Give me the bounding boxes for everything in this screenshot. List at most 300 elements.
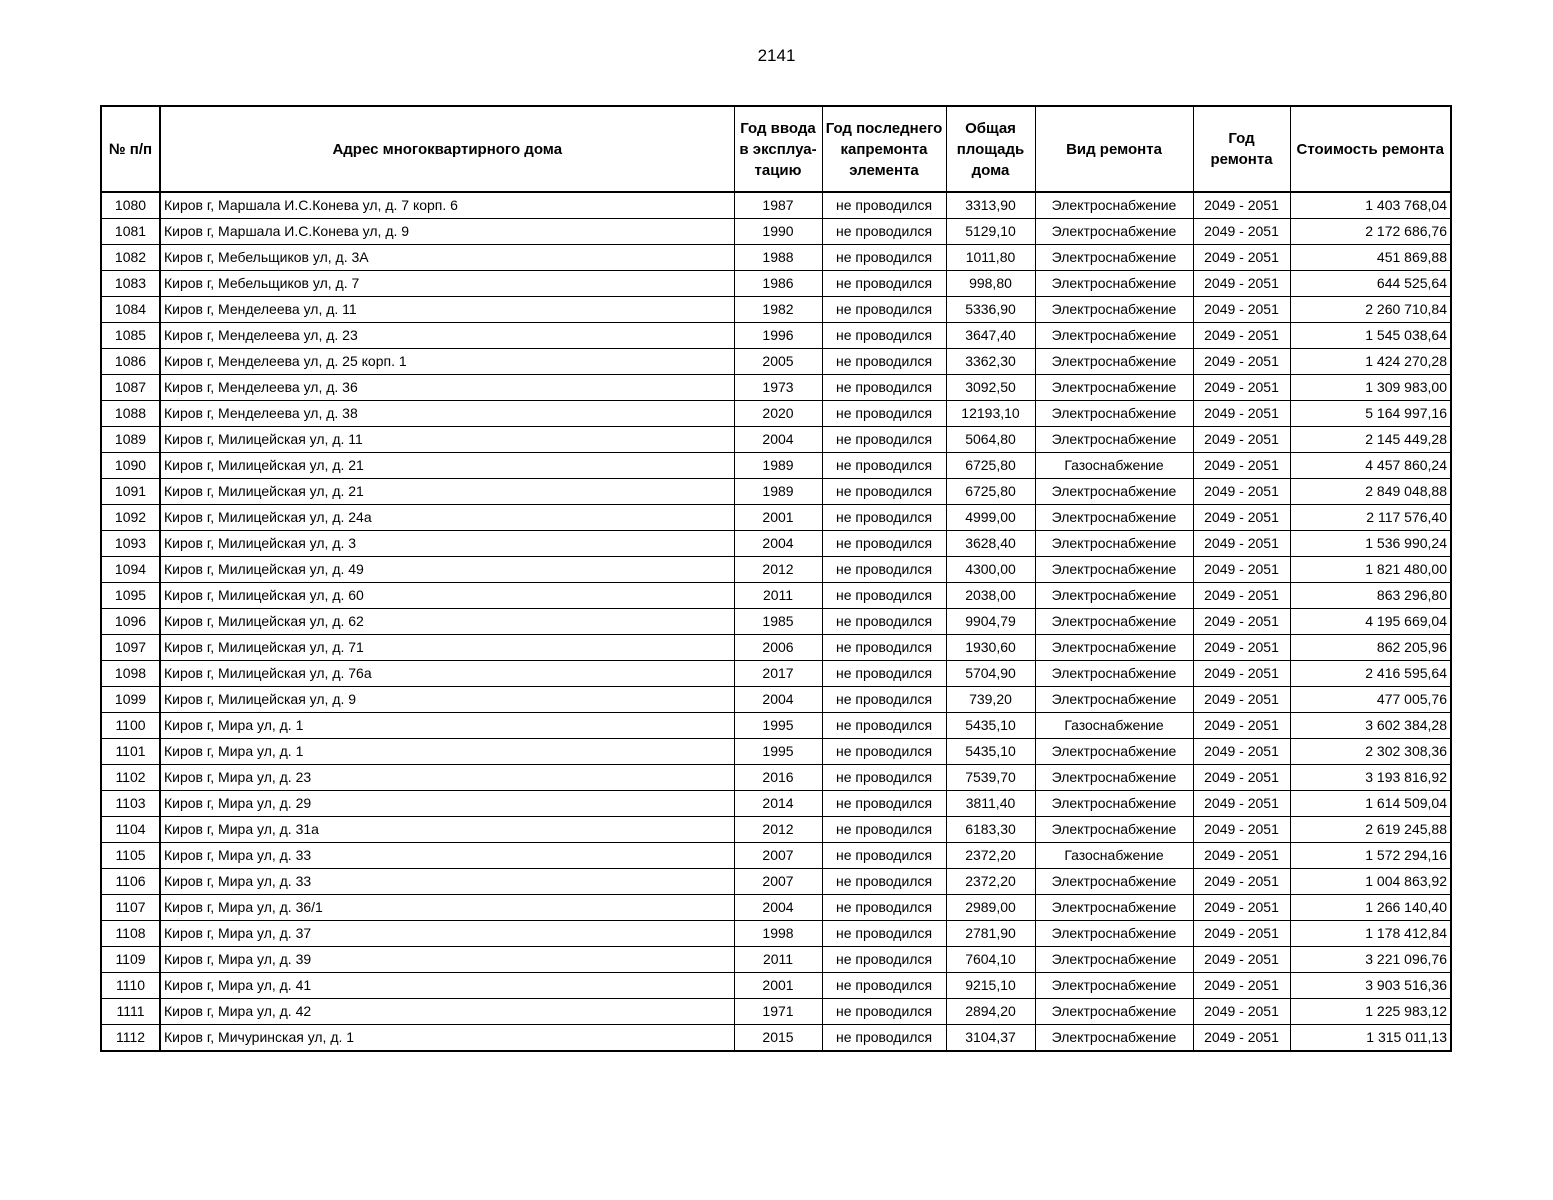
table-row (101, 427, 1451, 453)
row-year-built: 1989 (734, 479, 822, 505)
row-repair-type: Электроснабжение (1035, 583, 1193, 609)
row-repair-type: Электроснабжение (1035, 895, 1193, 921)
row-year-built: 2014 (734, 791, 822, 817)
row-address: Киров г, Мира ул, д. 33 (160, 843, 734, 869)
table-row (101, 479, 1451, 505)
row-repair-year: 2049 - 2051 (1193, 921, 1290, 947)
row-repair-year: 2049 - 2051 (1193, 817, 1290, 843)
row-address: Киров г, Мебельщиков ул, д. 7 (160, 271, 734, 297)
row-repair-type: Электроснабжение (1035, 531, 1193, 557)
row-number: 1087 (101, 375, 160, 401)
row-number: 1094 (101, 557, 160, 583)
row-year-built: 2004 (734, 687, 822, 713)
row-address: Киров г, Маршала И.С.Конева ул, д. 7 корп. 6 (160, 192, 734, 219)
header-last-repair: Год последнего капремонта элемента (822, 106, 946, 192)
row-last-repair: не проводился (822, 323, 946, 349)
row-area: 5336,90 (946, 297, 1035, 323)
row-repair-year: 2049 - 2051 (1193, 661, 1290, 687)
row-address: Киров г, Милицейская ул, д. 24а (160, 505, 734, 531)
row-area: 2894,20 (946, 999, 1035, 1025)
row-address: Киров г, Милицейская ул, д. 3 (160, 531, 734, 557)
row-repair-year: 2049 - 2051 (1193, 323, 1290, 349)
row-repair-year: 2049 - 2051 (1193, 375, 1290, 401)
row-repair-type: Электроснабжение (1035, 427, 1193, 453)
row-last-repair: не проводился (822, 609, 946, 635)
table-row (101, 869, 1451, 895)
row-last-repair: не проводился (822, 219, 946, 245)
row-year-built: 1973 (734, 375, 822, 401)
row-address: Киров г, Маршала И.С.Конева ул, д. 9 (160, 219, 734, 245)
row-last-repair: не проводился (822, 687, 946, 713)
row-area: 9215,10 (946, 973, 1035, 999)
row-repair-type: Электроснабжение (1035, 219, 1193, 245)
row-cost: 2 172 686,76 (1290, 219, 1451, 245)
row-address: Киров г, Милицейская ул, д. 21 (160, 479, 734, 505)
row-repair-year: 2049 - 2051 (1193, 219, 1290, 245)
row-area: 4300,00 (946, 557, 1035, 583)
row-repair-year: 2049 - 2051 (1193, 739, 1290, 765)
row-area: 5435,10 (946, 713, 1035, 739)
row-number: 1102 (101, 765, 160, 791)
row-last-repair: не проводился (822, 192, 946, 219)
row-year-built: 2012 (734, 557, 822, 583)
row-last-repair: не проводился (822, 1025, 946, 1052)
row-area: 7604,10 (946, 947, 1035, 973)
table-row (101, 609, 1451, 635)
row-address: Киров г, Мира ул, д. 1 (160, 739, 734, 765)
row-cost: 1 821 480,00 (1290, 557, 1451, 583)
row-area: 3092,50 (946, 375, 1035, 401)
row-repair-type: Электроснабжение (1035, 401, 1193, 427)
table-header (101, 106, 1451, 192)
header-row (101, 106, 1451, 192)
row-repair-year: 2049 - 2051 (1193, 531, 1290, 557)
row-address: Киров г, Менделеева ул, д. 36 (160, 375, 734, 401)
row-cost: 862 205,96 (1290, 635, 1451, 661)
row-area: 6725,80 (946, 453, 1035, 479)
row-cost: 1 572 294,16 (1290, 843, 1451, 869)
row-last-repair: не проводился (822, 817, 946, 843)
row-cost: 1 225 983,12 (1290, 999, 1451, 1025)
row-number: 1088 (101, 401, 160, 427)
row-number: 1096 (101, 609, 160, 635)
table-row (101, 401, 1451, 427)
row-repair-year: 2049 - 2051 (1193, 245, 1290, 271)
row-last-repair: не проводился (822, 921, 946, 947)
row-last-repair: не проводился (822, 973, 946, 999)
table-row (101, 765, 1451, 791)
row-last-repair: не проводился (822, 661, 946, 687)
row-year-built: 2015 (734, 1025, 822, 1052)
row-repair-type: Электроснабжение (1035, 687, 1193, 713)
table-row (101, 349, 1451, 375)
row-area: 1011,80 (946, 245, 1035, 271)
row-area: 2038,00 (946, 583, 1035, 609)
header-area: Общая площадь дома (946, 106, 1035, 192)
table-row (101, 583, 1451, 609)
row-last-repair: не проводился (822, 245, 946, 271)
row-repair-year: 2049 - 2051 (1193, 609, 1290, 635)
row-repair-type: Электроснабжение (1035, 375, 1193, 401)
row-area: 3647,40 (946, 323, 1035, 349)
table-row (101, 1025, 1451, 1052)
row-last-repair: не проводился (822, 297, 946, 323)
row-repair-year: 2049 - 2051 (1193, 505, 1290, 531)
row-repair-year: 2049 - 2051 (1193, 453, 1290, 479)
row-cost: 2 416 595,64 (1290, 661, 1451, 687)
row-address: Киров г, Менделеева ул, д. 38 (160, 401, 734, 427)
row-address: Киров г, Милицейская ул, д. 11 (160, 427, 734, 453)
row-address: Киров г, Мира ул, д. 29 (160, 791, 734, 817)
row-last-repair: не проводился (822, 999, 946, 1025)
row-repair-type: Электроснабжение (1035, 791, 1193, 817)
table-body (101, 192, 1451, 1051)
table-row (101, 245, 1451, 271)
row-last-repair: не проводился (822, 557, 946, 583)
row-number: 1089 (101, 427, 160, 453)
row-area: 3313,90 (946, 192, 1035, 219)
row-cost: 1 424 270,28 (1290, 349, 1451, 375)
row-cost: 5 164 997,16 (1290, 401, 1451, 427)
row-cost: 1 315 011,13 (1290, 1025, 1451, 1052)
row-area: 5704,90 (946, 661, 1035, 687)
row-cost: 3 602 384,28 (1290, 713, 1451, 739)
row-area: 4999,00 (946, 505, 1035, 531)
row-last-repair: не проводился (822, 271, 946, 297)
row-address: Киров г, Милицейская ул, д. 60 (160, 583, 734, 609)
table-row (101, 635, 1451, 661)
header-address: Адрес многоквартирного дома (160, 106, 734, 192)
row-last-repair: не проводился (822, 505, 946, 531)
row-cost: 4 457 860,24 (1290, 453, 1451, 479)
row-repair-type: Электроснабжение (1035, 297, 1193, 323)
row-repair-type: Электроснабжение (1035, 271, 1193, 297)
row-cost: 1 178 412,84 (1290, 921, 1451, 947)
row-repair-type: Электроснабжение (1035, 635, 1193, 661)
row-number: 1080 (101, 192, 160, 219)
row-number: 1086 (101, 349, 160, 375)
row-cost: 2 145 449,28 (1290, 427, 1451, 453)
row-number: 1106 (101, 869, 160, 895)
row-year-built: 2011 (734, 583, 822, 609)
row-repair-type: Электроснабжение (1035, 947, 1193, 973)
row-number: 1101 (101, 739, 160, 765)
row-repair-year: 2049 - 2051 (1193, 192, 1290, 219)
row-cost: 2 117 576,40 (1290, 505, 1451, 531)
row-repair-type: Электроснабжение (1035, 245, 1193, 271)
row-year-built: 2005 (734, 349, 822, 375)
row-repair-year: 2049 - 2051 (1193, 869, 1290, 895)
row-number: 1099 (101, 687, 160, 713)
row-cost: 3 193 816,92 (1290, 765, 1451, 791)
row-year-built: 2004 (734, 427, 822, 453)
row-address: Киров г, Мира ул, д. 1 (160, 713, 734, 739)
row-address: Киров г, Менделеева ул, д. 23 (160, 323, 734, 349)
row-number: 1083 (101, 271, 160, 297)
row-year-built: 1995 (734, 739, 822, 765)
row-last-repair: не проводился (822, 401, 946, 427)
row-repair-type: Электроснабжение (1035, 739, 1193, 765)
row-cost: 1 536 990,24 (1290, 531, 1451, 557)
row-cost: 2 619 245,88 (1290, 817, 1451, 843)
table-row (101, 843, 1451, 869)
row-year-built: 2007 (734, 843, 822, 869)
row-address: Киров г, Милицейская ул, д. 71 (160, 635, 734, 661)
row-repair-type: Электроснабжение (1035, 192, 1193, 219)
row-last-repair: не проводился (822, 349, 946, 375)
table-row (101, 973, 1451, 999)
row-repair-type: Электроснабжение (1035, 869, 1193, 895)
row-number: 1110 (101, 973, 160, 999)
row-repair-year: 2049 - 2051 (1193, 947, 1290, 973)
header-cost: Стоимость ремонта (1290, 106, 1451, 192)
table-row (101, 921, 1451, 947)
row-number: 1098 (101, 661, 160, 687)
row-cost: 4 195 669,04 (1290, 609, 1451, 635)
row-year-built: 2017 (734, 661, 822, 687)
row-repair-type: Электроснабжение (1035, 1025, 1193, 1052)
table-row (101, 817, 1451, 843)
row-year-built: 2006 (734, 635, 822, 661)
row-year-built: 1995 (734, 713, 822, 739)
row-address: Киров г, Менделеева ул, д. 11 (160, 297, 734, 323)
row-cost: 3 221 096,76 (1290, 947, 1451, 973)
row-repair-type: Электроснабжение (1035, 661, 1193, 687)
row-area: 5435,10 (946, 739, 1035, 765)
row-year-built: 1982 (734, 297, 822, 323)
row-area: 9904,79 (946, 609, 1035, 635)
row-year-built: 1985 (734, 609, 822, 635)
table-row (101, 791, 1451, 817)
row-area: 998,80 (946, 271, 1035, 297)
row-address: Киров г, Мичуринская ул, д. 1 (160, 1025, 734, 1052)
row-repair-type: Электроснабжение (1035, 921, 1193, 947)
row-area: 3362,30 (946, 349, 1035, 375)
table-row (101, 661, 1451, 687)
row-cost: 1 545 038,64 (1290, 323, 1451, 349)
row-year-built: 2016 (734, 765, 822, 791)
row-cost: 477 005,76 (1290, 687, 1451, 713)
row-cost: 1 403 768,04 (1290, 192, 1451, 219)
row-repair-year: 2049 - 2051 (1193, 479, 1290, 505)
table-row (101, 739, 1451, 765)
row-number: 1090 (101, 453, 160, 479)
row-area: 6183,30 (946, 817, 1035, 843)
row-repair-type: Электроснабжение (1035, 973, 1193, 999)
row-repair-year: 2049 - 2051 (1193, 401, 1290, 427)
row-last-repair: не проводился (822, 869, 946, 895)
table-row (101, 687, 1451, 713)
row-number: 1103 (101, 791, 160, 817)
row-year-built: 2011 (734, 947, 822, 973)
row-number: 1112 (101, 1025, 160, 1052)
table-row (101, 219, 1451, 245)
row-last-repair: не проводился (822, 947, 946, 973)
row-address: Киров г, Милицейская ул, д. 21 (160, 453, 734, 479)
row-last-repair: не проводился (822, 453, 946, 479)
row-repair-type: Электроснабжение (1035, 557, 1193, 583)
table-row (101, 505, 1451, 531)
row-repair-year: 2049 - 2051 (1193, 297, 1290, 323)
row-address: Киров г, Милицейская ул, д. 49 (160, 557, 734, 583)
row-repair-year: 2049 - 2051 (1193, 765, 1290, 791)
row-area: 3811,40 (946, 791, 1035, 817)
row-cost: 1 309 983,00 (1290, 375, 1451, 401)
row-repair-type: Электроснабжение (1035, 765, 1193, 791)
row-address: Киров г, Мира ул, д. 41 (160, 973, 734, 999)
table-row (101, 947, 1451, 973)
header-repair-year: Год ремонта (1193, 106, 1290, 192)
row-address: Киров г, Мира ул, д. 33 (160, 869, 734, 895)
row-cost: 3 903 516,36 (1290, 973, 1451, 999)
row-area: 2372,20 (946, 843, 1035, 869)
row-area: 1930,60 (946, 635, 1035, 661)
row-address: Киров г, Мира ул, д. 36/1 (160, 895, 734, 921)
row-repair-year: 2049 - 2051 (1193, 791, 1290, 817)
row-area: 6725,80 (946, 479, 1035, 505)
row-number: 1095 (101, 583, 160, 609)
row-year-built: 1971 (734, 999, 822, 1025)
row-repair-year: 2049 - 2051 (1193, 973, 1290, 999)
row-number: 1100 (101, 713, 160, 739)
row-number: 1093 (101, 531, 160, 557)
table-row (101, 297, 1451, 323)
row-number: 1109 (101, 947, 160, 973)
row-cost: 2 260 710,84 (1290, 297, 1451, 323)
header-year-built: Год ввода в эксплуа-тацию (734, 106, 822, 192)
row-repair-year: 2049 - 2051 (1193, 583, 1290, 609)
row-area: 2781,90 (946, 921, 1035, 947)
row-address: Киров г, Милицейская ул, д. 9 (160, 687, 734, 713)
table-row (101, 895, 1451, 921)
row-repair-year: 2049 - 2051 (1193, 999, 1290, 1025)
row-number: 1111 (101, 999, 160, 1025)
row-year-built: 2001 (734, 505, 822, 531)
row-address: Киров г, Мира ул, д. 31а (160, 817, 734, 843)
row-number: 1104 (101, 817, 160, 843)
row-repair-year: 2049 - 2051 (1193, 557, 1290, 583)
row-cost: 451 869,88 (1290, 245, 1451, 271)
row-address: Киров г, Мебельщиков ул, д. 3А (160, 245, 734, 271)
row-year-built: 2004 (734, 895, 822, 921)
row-number: 1084 (101, 297, 160, 323)
row-last-repair: не проводился (822, 531, 946, 557)
row-address: Киров г, Мира ул, д. 37 (160, 921, 734, 947)
row-repair-type: Электроснабжение (1035, 479, 1193, 505)
row-repair-year: 2049 - 2051 (1193, 1025, 1290, 1052)
table-row (101, 323, 1451, 349)
row-repair-type: Электроснабжение (1035, 505, 1193, 531)
row-area: 2372,20 (946, 869, 1035, 895)
row-last-repair: не проводился (822, 791, 946, 817)
table-row (101, 999, 1451, 1025)
row-cost: 1 614 509,04 (1290, 791, 1451, 817)
row-repair-type: Электроснабжение (1035, 349, 1193, 375)
row-last-repair: не проводился (822, 713, 946, 739)
row-address: Киров г, Милицейская ул, д. 62 (160, 609, 734, 635)
row-year-built: 1986 (734, 271, 822, 297)
row-cost: 863 296,80 (1290, 583, 1451, 609)
row-number: 1085 (101, 323, 160, 349)
row-number: 1097 (101, 635, 160, 661)
row-area: 7539,70 (946, 765, 1035, 791)
row-year-built: 2012 (734, 817, 822, 843)
row-number: 1091 (101, 479, 160, 505)
table-row (101, 557, 1451, 583)
header-repair-type: Вид ремонта (1035, 106, 1193, 192)
row-address: Киров г, Милицейская ул, д. 76а (160, 661, 734, 687)
row-year-built: 2004 (734, 531, 822, 557)
row-last-repair: не проводился (822, 843, 946, 869)
repair-registry-table (100, 105, 1452, 1052)
row-repair-type: Электроснабжение (1035, 609, 1193, 635)
row-repair-year: 2049 - 2051 (1193, 687, 1290, 713)
row-last-repair: не проводился (822, 583, 946, 609)
row-repair-year: 2049 - 2051 (1193, 713, 1290, 739)
row-last-repair: не проводился (822, 635, 946, 661)
row-area: 739,20 (946, 687, 1035, 713)
row-repair-year: 2049 - 2051 (1193, 271, 1290, 297)
row-year-built: 1989 (734, 453, 822, 479)
header-num: № п/п (101, 106, 160, 192)
row-last-repair: не проводился (822, 375, 946, 401)
row-number: 1108 (101, 921, 160, 947)
row-repair-year: 2049 - 2051 (1193, 635, 1290, 661)
row-repair-year: 2049 - 2051 (1193, 349, 1290, 375)
page-number: 2141 (757, 46, 796, 65)
row-repair-year: 2049 - 2051 (1193, 427, 1290, 453)
row-repair-type: Газоснабжение (1035, 453, 1193, 479)
table-row (101, 453, 1451, 479)
row-cost: 1 004 863,92 (1290, 869, 1451, 895)
row-year-built: 1988 (734, 245, 822, 271)
row-year-built: 1998 (734, 921, 822, 947)
row-repair-type: Электроснабжение (1035, 817, 1193, 843)
table-row (101, 713, 1451, 739)
row-area: 5129,10 (946, 219, 1035, 245)
table-row (101, 271, 1451, 297)
row-last-repair: не проводился (822, 895, 946, 921)
row-address: Киров г, Менделеева ул, д. 25 корп. 1 (160, 349, 734, 375)
row-year-built: 2001 (734, 973, 822, 999)
row-repair-type: Электроснабжение (1035, 323, 1193, 349)
row-repair-type: Газоснабжение (1035, 843, 1193, 869)
row-cost: 2 849 048,88 (1290, 479, 1451, 505)
row-cost: 2 302 308,36 (1290, 739, 1451, 765)
row-cost: 1 266 140,40 (1290, 895, 1451, 921)
row-area: 12193,10 (946, 401, 1035, 427)
table-row (101, 375, 1451, 401)
row-repair-year: 2049 - 2051 (1193, 843, 1290, 869)
row-year-built: 2020 (734, 401, 822, 427)
row-repair-type: Газоснабжение (1035, 713, 1193, 739)
row-last-repair: не проводился (822, 479, 946, 505)
row-address: Киров г, Мира ул, д. 23 (160, 765, 734, 791)
row-year-built: 1987 (734, 192, 822, 219)
row-number: 1081 (101, 219, 160, 245)
row-number: 1092 (101, 505, 160, 531)
row-area: 3628,40 (946, 531, 1035, 557)
row-address: Киров г, Мира ул, д. 42 (160, 999, 734, 1025)
row-last-repair: не проводился (822, 427, 946, 453)
row-year-built: 1996 (734, 323, 822, 349)
row-area: 3104,37 (946, 1025, 1035, 1052)
row-number: 1107 (101, 895, 160, 921)
row-last-repair: не проводился (822, 765, 946, 791)
row-repair-type: Электроснабжение (1035, 999, 1193, 1025)
row-area: 5064,80 (946, 427, 1035, 453)
table-row (101, 192, 1451, 219)
